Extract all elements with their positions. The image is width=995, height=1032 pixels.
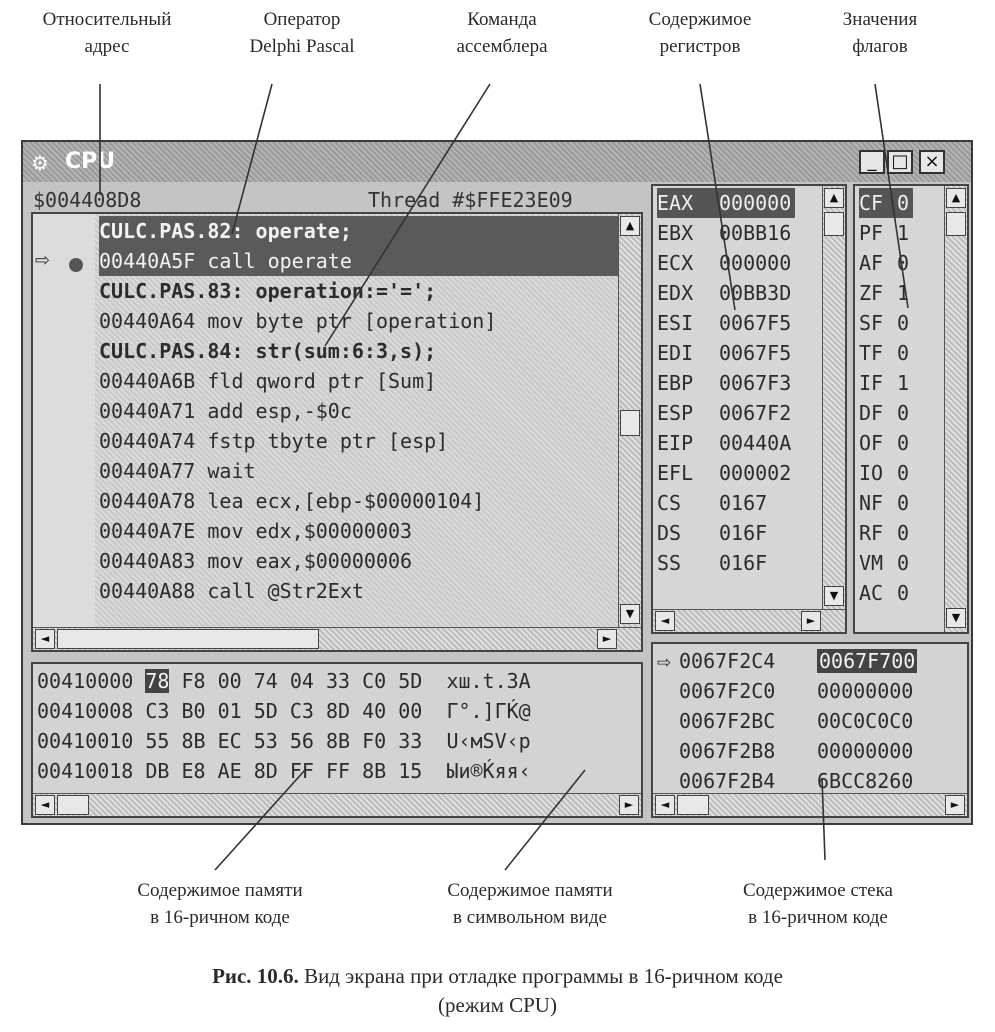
annotation-flag-values xyxy=(820,6,940,60)
flag-name: PF xyxy=(859,221,884,245)
register-value: 0067F5 xyxy=(719,341,792,365)
stack-value: 00000000 xyxy=(817,739,914,763)
register-name: ESP xyxy=(657,401,694,425)
flag-name: DF xyxy=(859,401,884,425)
register-row[interactable] xyxy=(657,398,791,428)
scroll-right-icon[interactable]: ► xyxy=(597,629,617,649)
register-value: 00BB3D xyxy=(719,281,792,305)
flag-value: 1 xyxy=(897,281,910,305)
stack-row[interactable] xyxy=(657,646,917,676)
code-line[interactable]: CULC.PAS.84: str(sum:6:3,s); xyxy=(99,339,437,363)
registers-hscroll[interactable] xyxy=(653,609,845,632)
register-row[interactable] xyxy=(657,188,795,218)
minimize-button[interactable]: _ xyxy=(859,150,885,174)
flag-value: 0 xyxy=(897,191,910,215)
close-button[interactable]: × xyxy=(919,150,945,174)
flag-name: ZF xyxy=(859,281,884,305)
flag-name: IF xyxy=(859,371,884,395)
annotation-relative-address xyxy=(22,6,192,60)
figure-text2: (режим CPU) xyxy=(438,993,557,1017)
scroll-thumb[interactable] xyxy=(620,410,640,436)
flag-row[interactable] xyxy=(859,338,909,368)
scroll-right-icon[interactable]: ► xyxy=(619,795,639,815)
register-name: CS xyxy=(657,491,682,515)
scroll-left-icon[interactable]: ◄ xyxy=(655,795,675,815)
stack-pane[interactable] xyxy=(651,642,969,818)
annotation-line: в символьном виде xyxy=(453,907,607,928)
register-value: 00BB16 xyxy=(719,221,792,245)
disassembly-vscroll[interactable] xyxy=(618,214,641,650)
annotation-line: Оператор xyxy=(263,9,341,30)
flag-row[interactable] xyxy=(859,428,909,458)
annotation-line: Содержимое xyxy=(648,9,752,30)
annotation-line: Содержимое стека xyxy=(742,880,893,901)
flag-name: AF xyxy=(859,251,884,275)
annotation-line: Команда xyxy=(467,9,537,30)
register-row[interactable] xyxy=(657,548,767,578)
register-value: 0067F5 xyxy=(719,311,792,335)
memory-chars: Ыи®Ќяя‹ xyxy=(446,759,531,783)
memory-bytes: B0 01 5D C3 8D 40 00 xyxy=(181,699,423,723)
flag-value: 0 xyxy=(897,341,910,365)
memory-address: 00410008 xyxy=(37,699,134,723)
flag-row[interactable] xyxy=(859,578,909,608)
annotation-line: адрес xyxy=(84,36,130,57)
register-name: ECX xyxy=(657,251,694,275)
stack-row[interactable] xyxy=(657,676,913,706)
annotation-memory-symbolic xyxy=(420,877,640,931)
maximize-button[interactable]: □ xyxy=(887,150,913,174)
memory-byte: DB xyxy=(145,759,170,783)
annotation-line: Delphi Pascal xyxy=(249,36,355,57)
gutter[interactable] xyxy=(33,214,95,650)
flag-name: VM xyxy=(859,551,884,575)
memory-hscroll[interactable] xyxy=(33,793,641,816)
register-value: 000002 xyxy=(719,461,792,485)
stack-hscroll[interactable] xyxy=(653,793,967,816)
annotation-stack-hex xyxy=(708,877,928,931)
register-name: SS xyxy=(657,551,682,575)
flag-value: 1 xyxy=(897,221,910,245)
register-row[interactable] xyxy=(657,518,767,548)
memory-bytes: F8 00 74 04 33 C0 5D xyxy=(181,669,423,693)
code-line[interactable]: 00440A7E mov edx,$00000003 xyxy=(99,519,413,543)
register-name: ESI xyxy=(657,311,694,335)
flag-name: AC xyxy=(859,581,884,605)
register-value: 0067F2 xyxy=(719,401,792,425)
memory-row[interactable] xyxy=(37,726,531,756)
annotation-delphi-operator xyxy=(222,6,382,60)
scroll-up-icon[interactable]: ▲ xyxy=(824,188,844,208)
memory-chars: Г°.]ГЌ@ xyxy=(446,699,531,723)
memory-byte: 78 xyxy=(145,669,170,693)
flag-row[interactable] xyxy=(859,278,909,308)
register-row[interactable] xyxy=(657,218,791,248)
flag-row[interactable] xyxy=(859,548,909,578)
stack-row[interactable] xyxy=(657,766,913,796)
annotation-line: Значения xyxy=(842,9,918,30)
stack-value: 00C0C0C0 xyxy=(817,709,914,733)
flag-row[interactable] xyxy=(859,398,909,428)
annotation-line: Содержимое памяти xyxy=(137,880,303,901)
registers-vscroll[interactable] xyxy=(822,186,845,632)
memory-address: 00410000 xyxy=(37,669,134,693)
flag-name: NF xyxy=(859,491,884,515)
annotation-line: в 16-ричном коде xyxy=(150,907,290,928)
flag-row[interactable] xyxy=(859,308,909,338)
register-name: EFL xyxy=(657,461,694,485)
register-row[interactable] xyxy=(657,368,791,398)
annotation-line: Относительный xyxy=(42,9,172,30)
scroll-left-icon[interactable]: ◄ xyxy=(35,795,55,815)
memory-chars: хш.t.3А xyxy=(446,669,531,693)
register-value: 000000 xyxy=(719,191,792,215)
code-line[interactable]: 00440A88 call @Str2Ext xyxy=(99,579,364,603)
flag-row[interactable] xyxy=(859,368,909,398)
scroll-right-icon[interactable]: ► xyxy=(801,611,821,631)
annotation-line: в 16-ричном коде xyxy=(748,907,888,928)
thread-label: Thread #$FFE23E09 xyxy=(368,188,573,212)
register-name: DS xyxy=(657,521,682,545)
stack-row[interactable] xyxy=(657,736,913,766)
flag-name: RF xyxy=(859,521,884,545)
code-line[interactable]: 00440A71 add esp,-$0c xyxy=(99,399,352,423)
register-value: 0167 xyxy=(719,491,768,515)
cpu-window xyxy=(21,140,973,825)
scroll-thumb[interactable] xyxy=(824,212,844,236)
title-bar[interactable] xyxy=(23,142,971,182)
flag-value: 0 xyxy=(897,461,910,485)
register-value: 000000 xyxy=(719,251,792,275)
memory-dump-pane[interactable] xyxy=(31,662,643,818)
figure-caption xyxy=(0,962,995,1020)
stack-address: 0067F2C0 xyxy=(679,679,776,703)
code-line[interactable]: 00440A64 mov byte ptr [operation] xyxy=(99,309,497,333)
scroll-up-icon[interactable]: ▲ xyxy=(620,216,640,236)
annotation-register-contents xyxy=(625,6,775,60)
flags-vscroll[interactable] xyxy=(944,186,967,632)
scroll-down-icon[interactable]: ▼ xyxy=(946,608,966,628)
flag-name: OF xyxy=(859,431,884,455)
annotation-memory-hex xyxy=(110,877,330,931)
flag-value: 0 xyxy=(897,521,910,545)
register-row[interactable] xyxy=(657,278,791,308)
hscroll-thumb[interactable] xyxy=(57,629,319,649)
flag-value: 0 xyxy=(897,491,910,515)
flag-name: SF xyxy=(859,311,884,335)
window-title: CPU xyxy=(65,149,116,174)
scroll-left-icon[interactable]: ◄ xyxy=(655,611,675,631)
figure-label: Рис. 10.6. xyxy=(212,964,299,988)
memory-byte: 55 xyxy=(145,729,170,753)
register-value: 016F xyxy=(719,551,768,575)
register-name: EDX xyxy=(657,281,694,305)
stack-value: 00000000 xyxy=(817,679,914,703)
scroll-down-icon[interactable]: ▼ xyxy=(620,604,640,624)
breakpoint-dot-icon[interactable] xyxy=(69,258,83,272)
stack-value: 6BCC8260 xyxy=(817,769,914,793)
annotation-asm-command xyxy=(432,6,572,60)
code-line[interactable]: 00440A77 wait xyxy=(99,459,256,483)
register-name: EIP xyxy=(657,431,694,455)
register-name: EAX xyxy=(657,191,694,215)
flag-row[interactable] xyxy=(859,518,909,548)
flag-value: 1 xyxy=(897,371,910,395)
memory-address: 00410010 xyxy=(37,729,134,753)
flag-value: 0 xyxy=(897,551,910,575)
register-name: EBP xyxy=(657,371,694,395)
memory-bytes: 8B EC 53 56 8B F0 33 xyxy=(181,729,423,753)
flag-row[interactable] xyxy=(859,248,909,278)
register-row[interactable] xyxy=(657,338,791,368)
memory-chars: U‹мSV‹р xyxy=(446,729,531,753)
flag-value: 0 xyxy=(897,401,910,425)
register-row[interactable] xyxy=(657,428,791,458)
memory-bytes: E8 AE 8D FF FF 8B 15 xyxy=(181,759,423,783)
hscroll-thumb[interactable] xyxy=(57,795,89,815)
stack-value: 0067F700 xyxy=(819,649,916,673)
current-line-arrow-icon: ⇨ xyxy=(35,250,51,271)
code-line[interactable]: CULC.PAS.82: operate; xyxy=(99,216,619,246)
annotation-line: флагов xyxy=(852,36,908,57)
flag-name: CF xyxy=(859,191,884,215)
stack-address: 0067F2B8 xyxy=(679,739,776,763)
scroll-left-icon[interactable]: ◄ xyxy=(35,629,55,649)
memory-address: 00410018 xyxy=(37,759,134,783)
register-value: 0067F3 xyxy=(719,371,792,395)
flags-pane[interactable] xyxy=(853,184,969,634)
code-line[interactable]: CULC.PAS.83: operation:='='; xyxy=(99,279,437,303)
stack-row[interactable] xyxy=(657,706,913,736)
flag-value: 0 xyxy=(897,311,910,335)
register-row[interactable] xyxy=(657,248,791,278)
scroll-down-icon[interactable]: ▼ xyxy=(824,586,844,606)
code-line[interactable]: 00440A74 fstp tbyte ptr [esp] xyxy=(99,429,449,453)
registers-pane[interactable] xyxy=(651,184,847,634)
code-line[interactable]: 00440A78 lea ecx,[ebp-$00000104] xyxy=(99,489,485,513)
code-line[interactable]: 00440A6B fld qword ptr [Sum] xyxy=(99,369,437,393)
flag-name: TF xyxy=(859,341,884,365)
flag-value: 0 xyxy=(897,431,910,455)
code-line[interactable]: 00440A83 mov eax,$00000006 xyxy=(99,549,413,573)
flag-value: 0 xyxy=(897,251,910,275)
register-row[interactable] xyxy=(657,458,791,488)
register-name: EBX xyxy=(657,221,694,245)
flag-value: 0 xyxy=(897,581,910,605)
register-row[interactable] xyxy=(657,488,767,518)
stack-address: 0067F2C4 xyxy=(679,649,776,673)
annotation-line: ассемблера xyxy=(456,36,548,57)
register-name: EDI xyxy=(657,341,694,365)
flag-row[interactable] xyxy=(859,218,909,248)
figure-text: Вид экрана при отладке программы в 16-ричном коде xyxy=(304,964,783,988)
disassembly-hscroll[interactable] xyxy=(33,627,641,650)
disassembly-pane[interactable] xyxy=(31,212,643,652)
flag-row[interactable] xyxy=(859,458,909,488)
stack-address: 0067F2BC xyxy=(679,709,776,733)
register-value: 016F xyxy=(719,521,768,545)
current-address: $004408D8 xyxy=(33,188,142,212)
memory-byte: C3 xyxy=(145,699,170,723)
flag-name: IO xyxy=(859,461,884,485)
code-line[interactable]: 00440A5F call operate xyxy=(99,246,619,276)
stack-address: 0067F2B4 xyxy=(679,769,776,793)
register-value: 00440A xyxy=(719,431,792,455)
flag-row[interactable] xyxy=(859,488,909,518)
memory-row[interactable] xyxy=(37,666,531,696)
memory-row[interactable] xyxy=(37,696,531,726)
scroll-thumb[interactable] xyxy=(946,212,966,236)
scroll-right-icon[interactable]: ► xyxy=(945,795,965,815)
register-row[interactable] xyxy=(657,308,791,338)
flag-row[interactable] xyxy=(859,188,913,218)
annotation-line: Содержимое памяти xyxy=(447,880,613,901)
memory-row[interactable] xyxy=(37,756,531,786)
scroll-up-icon[interactable]: ▲ xyxy=(946,188,966,208)
bug-icon: ⚙ xyxy=(31,151,49,175)
annotation-line: регистров xyxy=(659,36,741,57)
figure-caption-line1 xyxy=(0,962,995,991)
current-stack-arrow-icon: ⇨ xyxy=(657,653,672,673)
hscroll-thumb[interactable] xyxy=(677,795,709,815)
